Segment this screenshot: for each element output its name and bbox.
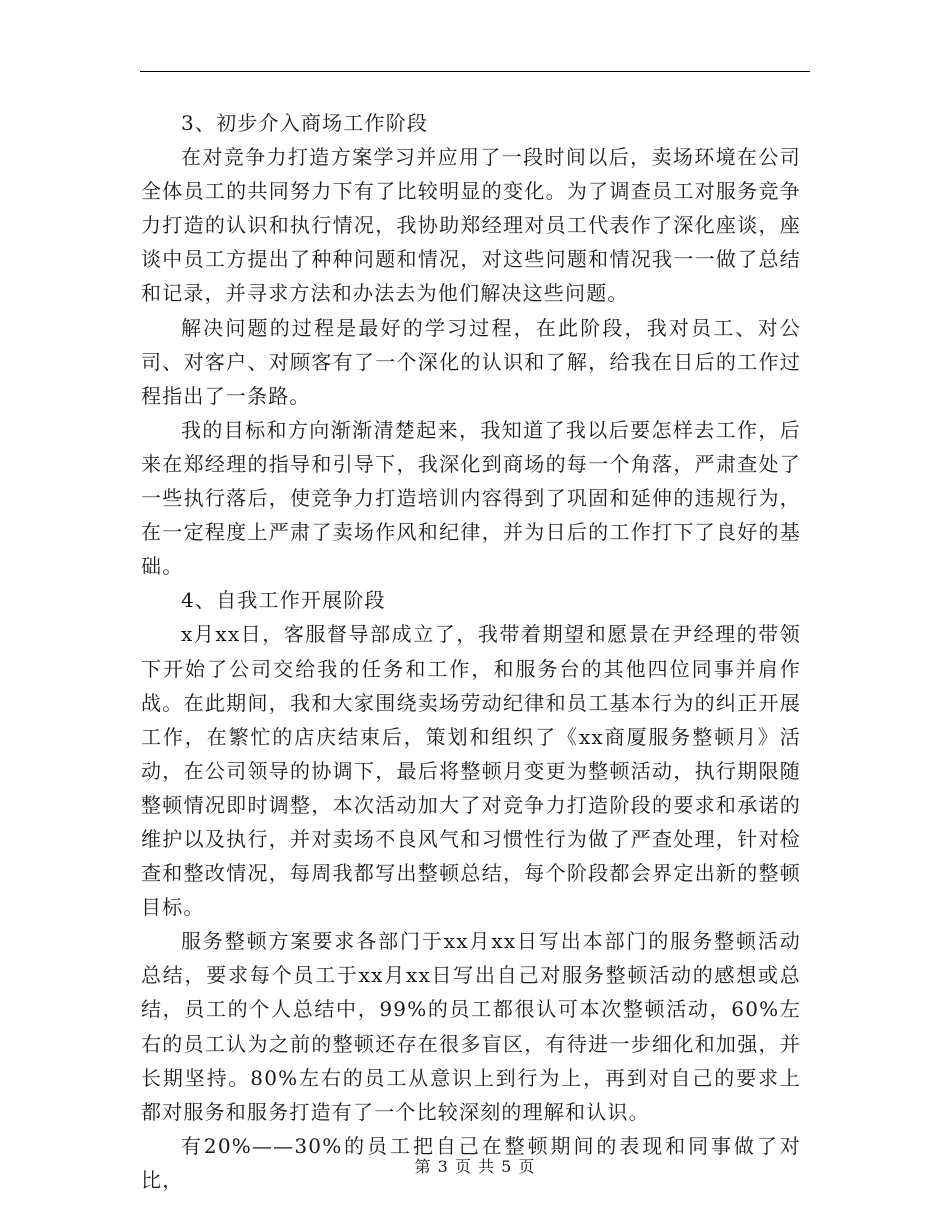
paragraph: 在对竞争力打造方案学习并应用了一段时间以后，卖场环境在公司全体员工的共同努力下有了比较明显的变化。为了调查员工对服务竞争力打造的认识和执行情况，我协助郑经理对员工代表作了深化座谈，座谈中员工方提出了种种问题和情况，对这些问题和情况我一一做了总结和记录，并寻求方法和办法去为他们解决这些问题。: [141, 145, 801, 306]
paragraph: x月xx日，客服督导部成立了，我带着期望和愿景在尹经理的带领下开始了公司交给我的任务和工作，和服务台的其他四位同事并肩作战。在此期间，我和大家围绕卖场劳动纪律和员工基本行为的纠正开展工作，在繁忙的店庆结束后，策划和组织了《xx商厦服务整顿月》活动，在公司领导的协调下，最后将整顿月变更为整顿活动，执行期限随整顿情况即时调整，本次活动加大了对竞争力打造阶段的要求和承诺的维护以及执行，并对卖场不良风气和习惯性行为做了严查处理，针对检查和整改情况，每周我都写出整顿总结，每个阶段都会界定出新的整顿目标。: [141, 622, 801, 920]
section-heading-3: 3、初步介入商场工作阶段: [181, 111, 429, 135]
paragraph: 我的目标和方向渐渐清楚起来，我知道了我以后要怎样去工作，后来在郑经理的指导和引导下，我深化到商场的每一个角落，严肃查处了一些执行落后，使竞争力打造培训内容得到了巩固和延伸的违规行为，在一定程度上严肃了卖场作风和纪律，并为日后的工作打下了良好的基础。: [141, 417, 801, 579]
section-heading-4: 4、自我工作开展阶段: [181, 588, 386, 613]
paragraph: 解决问题的过程是最好的学习过程，在此阶段，我对员工、对公司、对客户、对顾客有了一个深化的认识和了解，给我在日后的工作过程指出了一条路。: [141, 315, 801, 408]
document-body: [141, 106, 801, 1197]
header-rule: [140, 71, 810, 72]
paragraph: 有20%——30%的员工把自己在整顿期间的表现和同事做了对比，: [141, 1133, 801, 1192]
paragraph: 服务整顿方案要求各部门于xx月xx日写出本部门的服务整顿活动总结，要求每个员工于xx月xx日写出自己对服务整顿活动的感想或总结，员工的个人总结中，99%的员工都很认可本次整顿活动，60%左右的员工认为之前的整顿还存在很多盲区，有待进一步细化和加强，并长期坚持。80%左右的员工从意识上到行为上，再到对自己的要求上都对服务和服务打造有了一个比较深刻的理解和认识。: [141, 929, 801, 1124]
page-number-footer: 第 3 页 共 5 页: [414, 1157, 536, 1176]
